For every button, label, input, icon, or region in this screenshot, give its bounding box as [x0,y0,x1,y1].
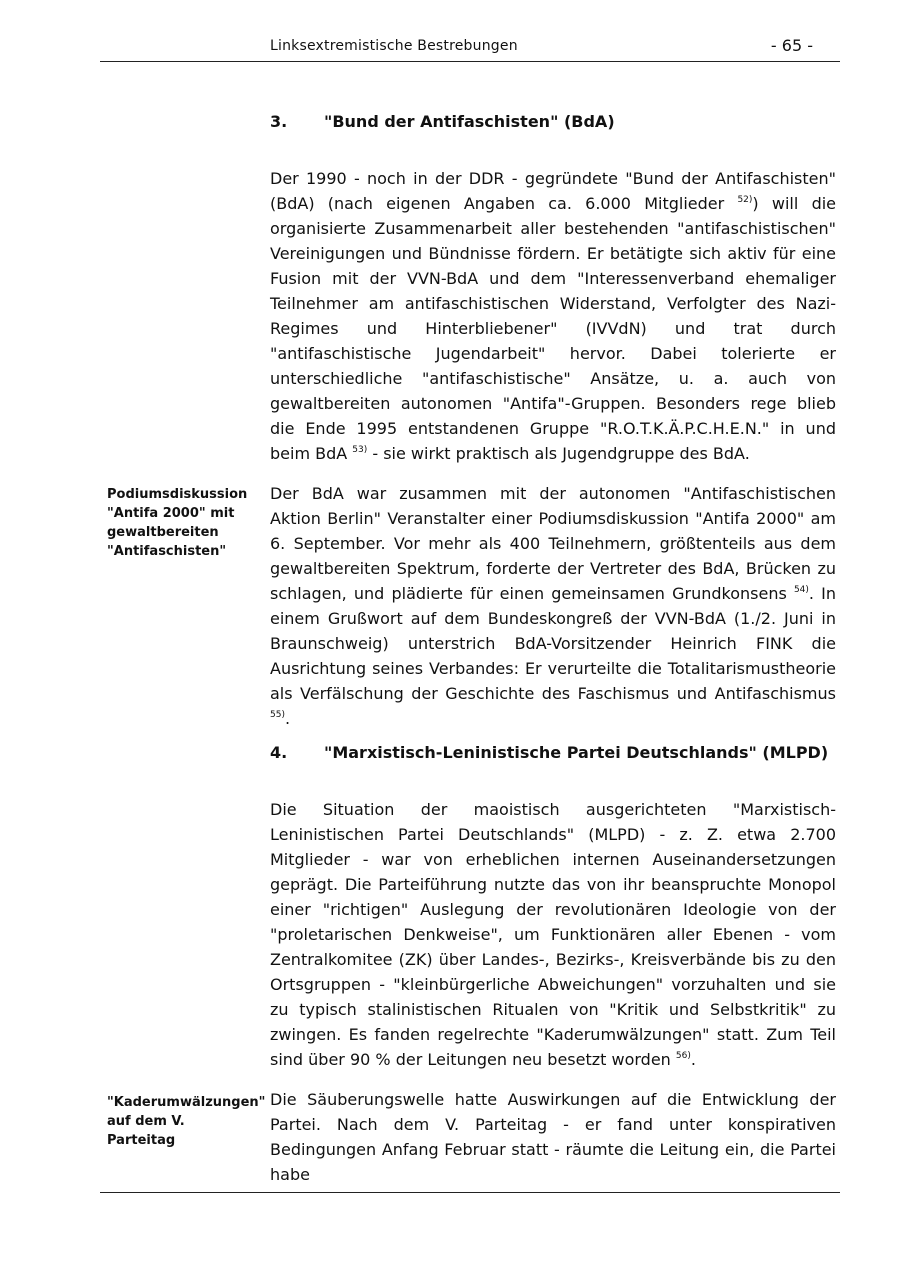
text-run: . In einem Grußwort auf dem Bundeskongreß der VVN-BdA (1./2. Juni in Braunschweig) unterstrich BdA-Vorsitzender Heinrich FINK die Ausrichtung seines Verbandes: Er verurteilte die Totalitarismustheorie als Verfälschung der Geschichte des Faschismus und Antifaschismus [270,584,836,703]
running-title: Linksextremistische Bestrebungen [270,38,518,54]
footer-rule [100,1192,840,1193]
text-run: Der 1990 - noch in der DDR - gegründete "Bund der Antifaschisten" (BdA) (nach eigenen Angaben ca. 6.000 Mitglieder [270,169,836,213]
section-4-title: "Marxistisch-Leninistische Partei Deutschlands" (MLPD) [324,743,829,762]
section-3-paragraph-2 [270,481,836,731]
footnote-ref: 56) [675,1051,691,1061]
text-run: Die Situation der maoistisch ausgerichteten "Marxistisch-Leninistischen Partei Deutschlands" (MLPD) - z. Z. etwa 2.700 Mitglieder - war von erheblichen internen Auseinandersetzungen geprägt. Die Parteiführung nutzte das von ihr beanspruchte Monopol einer "richtigen" Auslegung der revolutionären Ideologie von der "proletarischen Denkweise", um Funktionären aller Ebenen - vom Zentralkomitee (ZK) über Landes-, Bezirks-, Kreisverbände bis zu den Ortsgruppen - "kleinbürgerliche Abweichungen" vorzuhalten und sie zu typisch stalinistischen Ritualen von "Kritik und Selbstkritik" zu zwingen. Es fanden regelrechte "Kaderumwälzungen" statt. Zum Teil sind über 90 % der Leitungen neu besetzt worden [270,800,836,1069]
text-run: . [690,1050,696,1069]
section-3-title: "Bund der Antifaschisten" (BdA) [324,112,615,131]
text-run: Der BdA war zusammen mit der autonomen "Antifaschistischen Aktion Berlin" Veranstalter einer Podiumsdiskussion "Antifa 2000" am 6. September. Vor mehr als 400 Teilnehmern, größtenteils aus dem gewaltbereiten Spektrum, forderte der Vertreter des BdA, Brücken zu schlagen, und plädierte für einen gemeinsamen Grundkonsens [270,484,836,603]
footnote-ref: 54) [793,585,809,595]
section-3-heading [270,112,615,131]
footnote-ref: 53) [352,445,368,455]
section-4-number: 4. [270,743,288,762]
page-number: - 65 - [770,36,813,55]
margin-note-kaderumwaelzungen: "Kaderumwälzungen" auf dem V. Parteitag [107,1095,266,1148]
section-4-paragraph-2: Die Säuberungswelle hatte Auswirkungen auf die Entwicklung der Partei. Nach dem V. Parteitag - er fand unter konspirativen Bedingungen Anfang Februar statt - räumte die Leitung ein, die Partei habe [270,1090,836,1184]
section-4-paragraph-1 [270,797,836,1072]
margin-note-podiumsdiskussion: Podiumsdiskussion "Antifa 2000" mit gewaltbereiten "Antifaschisten" [107,487,248,559]
section-3-number: 3. [270,112,288,131]
section-4-heading [270,743,828,762]
footnote-ref: 52) [737,195,753,205]
footnote-ref: 55) [270,710,285,720]
text-run: ) will die organisierte Zusammenarbeit aller bestehenden "antifaschistischen" Vereinigungen und Bündnisse fördern. Er betätigte sich aktiv für eine Fusion mit der VVN-BdA und dem "Interessenverband ehemaliger Teilnehmer am antifaschistischen Widerstand, Verfolgter des Nazi-Regimes und Hinterbliebener" (IVVdN) und trat durch "antifaschistische Jugendarbeit" hervor. Dabei tolerierte er unterschiedliche "antifaschistische" Ansätze, u. a. auch von gewaltbereiten autonomen "Antifa"-Gruppen. Besonders rege blieb die Ende 1995 entstandenen Gruppe "R.O.T.K.Ä.P.C.H.E.N." in und beim BdA [270,194,837,463]
text-run: . [284,709,291,728]
section-3-paragraph-1 [270,166,836,466]
page-header [100,36,840,62]
text-run: - sie wirkt praktisch als Jugendgruppe des BdA. [367,444,750,463]
